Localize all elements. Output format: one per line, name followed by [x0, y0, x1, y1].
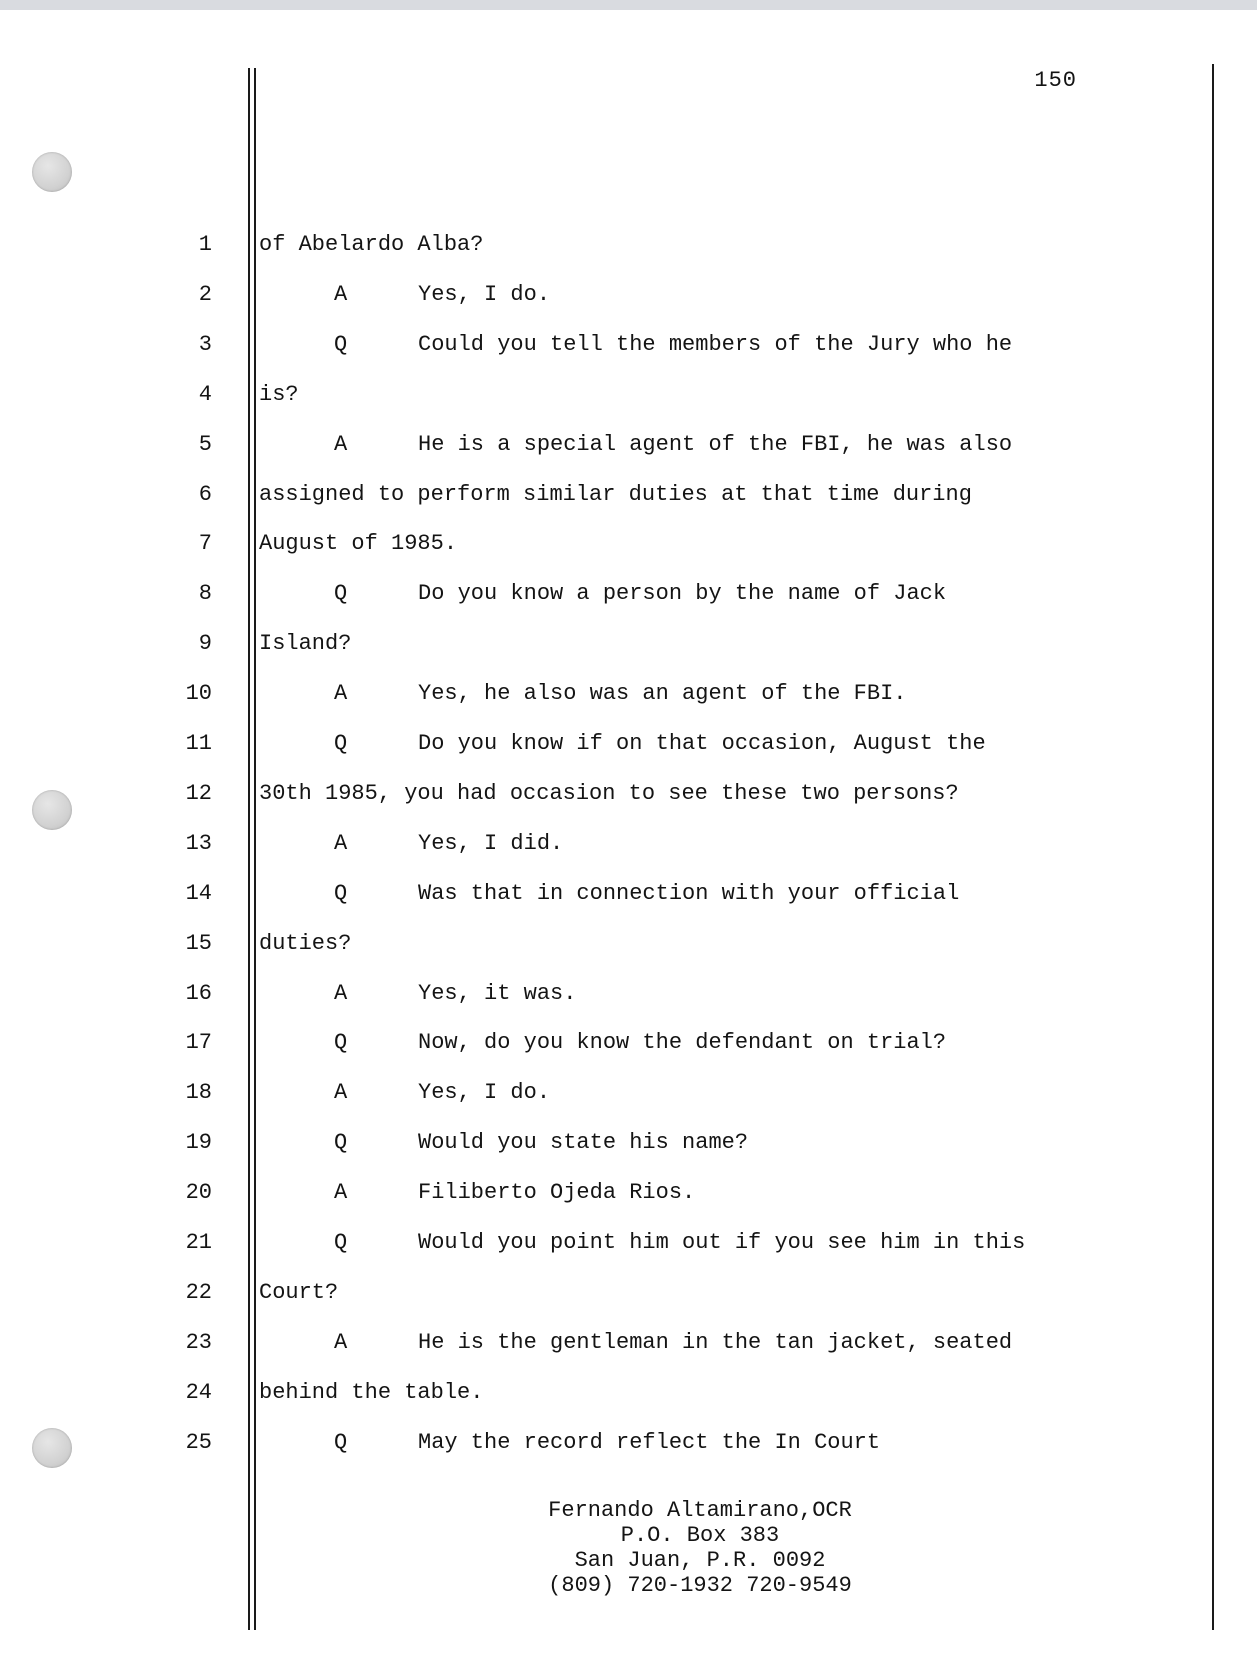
- reporter-footer: [0, 1498, 1257, 1598]
- line-number: 7: [198, 531, 212, 557]
- transcript-line: [0, 330, 1257, 360]
- line-number: 2: [198, 281, 212, 307]
- transcript-line: [0, 1328, 1257, 1358]
- transcript-line: [0, 1428, 1257, 1458]
- transcript-line: [0, 1228, 1257, 1258]
- line-content: Filiberto Ojeda Rios.: [418, 1180, 696, 1206]
- line-text: [334, 280, 550, 310]
- speaker-label: A: [334, 281, 348, 307]
- line-text: [334, 1328, 1012, 1358]
- transcript-line: [0, 979, 1257, 1009]
- line-content: Would you state his name?: [418, 1130, 749, 1156]
- speaker-label: A: [334, 830, 348, 856]
- line-text: [334, 1128, 748, 1158]
- line-text: [334, 729, 986, 759]
- line-content: Do you know a person by the name of Jack: [418, 581, 947, 607]
- transcript-line: [0, 280, 1257, 310]
- line-text: [334, 1228, 1025, 1258]
- line-number: 3: [198, 331, 212, 357]
- line-text: [259, 380, 299, 410]
- line-content: assigned to perform similar duties at that time during: [259, 481, 972, 507]
- line-content: August of 1985.: [259, 531, 458, 557]
- line-content: Would you point him out if you see him in this: [418, 1230, 1026, 1255]
- speaker-label: A: [334, 980, 348, 1006]
- line-number: 12: [185, 780, 212, 806]
- line-content: is?: [259, 381, 299, 407]
- line-text: [259, 929, 351, 959]
- line-text: [334, 1028, 946, 1058]
- transcript-line: [0, 779, 1257, 809]
- line-content: Now, do you know the defendant on trial?: [418, 1030, 947, 1056]
- line-content: Yes, it was.: [418, 980, 577, 1006]
- transcript-line: [0, 1178, 1257, 1208]
- line-content: Yes, I did.: [418, 830, 564, 856]
- transcript-line: [0, 1378, 1257, 1408]
- line-text: [334, 979, 576, 1009]
- line-number: 13: [185, 830, 212, 856]
- reporter-address-line2: San Juan, P.R. 0092: [574, 1548, 826, 1573]
- line-content: Do you know if on that occasion, August the: [418, 731, 986, 756]
- line-number: 14: [185, 880, 212, 906]
- line-text: [259, 1278, 338, 1308]
- speaker-label: Q: [334, 1030, 348, 1056]
- line-number: 18: [185, 1080, 212, 1106]
- line-text: [259, 779, 959, 809]
- line-content: He is a special agent of the FBI, he was also: [418, 431, 1013, 457]
- line-number: 21: [185, 1230, 212, 1255]
- line-text: [334, 579, 946, 609]
- reporter-name: Fernando Altamirano,OCR: [548, 1498, 852, 1523]
- speaker-label: Q: [334, 581, 348, 607]
- line-text: [334, 330, 1012, 360]
- transcript-line: [0, 879, 1257, 909]
- speaker-label: A: [334, 431, 348, 457]
- line-content: Was that in connection with your official: [418, 880, 960, 906]
- speaker-label: Q: [334, 880, 348, 906]
- transcript-line: [0, 829, 1257, 859]
- line-content: of Abelardo Alba?: [259, 232, 484, 257]
- line-text: [334, 1178, 695, 1208]
- transcript-line: [0, 529, 1257, 559]
- speaker-label: Q: [334, 1130, 348, 1156]
- line-number: 15: [185, 930, 212, 956]
- speaker-label: Q: [334, 731, 348, 756]
- line-number: 5: [198, 431, 212, 457]
- line-number: 24: [185, 1379, 212, 1405]
- line-content: Yes, I do.: [418, 1080, 551, 1106]
- line-text: [259, 480, 972, 510]
- transcript-line: [0, 929, 1257, 959]
- line-text: [334, 1078, 550, 1108]
- line-text: [259, 230, 483, 260]
- line-content: duties?: [259, 930, 352, 956]
- line-number: 17: [185, 1030, 212, 1056]
- line-text: [259, 529, 457, 559]
- line-content: Could you tell the members of the Jury who he: [418, 331, 1013, 357]
- reporter-address-line1: P.O. Box 383: [620, 1523, 780, 1548]
- line-content: May the record reflect the In Court: [418, 1429, 881, 1455]
- line-number: 9: [198, 631, 212, 657]
- transcript-line: [0, 1278, 1257, 1308]
- transcript-line: [0, 729, 1257, 759]
- line-number: 22: [185, 1279, 212, 1305]
- page-number: 150: [1034, 68, 1077, 93]
- line-text: [334, 829, 563, 859]
- line-number: 4: [198, 381, 212, 407]
- line-content: Yes, he also was an agent of the FBI.: [418, 681, 907, 707]
- line-text: [334, 679, 906, 709]
- transcript-line: [0, 430, 1257, 460]
- line-content: Yes, I do.: [418, 281, 551, 307]
- line-content: Court?: [259, 1279, 339, 1305]
- line-number: 23: [185, 1329, 212, 1355]
- transcript-line: [0, 230, 1257, 260]
- transcript-line: [0, 1078, 1257, 1108]
- line-text: [334, 879, 959, 909]
- transcript-line: [0, 579, 1257, 609]
- line-content: behind the table.: [259, 1379, 484, 1405]
- transcript-line: [0, 480, 1257, 510]
- speaker-label: Q: [334, 1429, 348, 1455]
- line-number: 16: [185, 980, 212, 1006]
- speaker-label: Q: [334, 331, 348, 357]
- line-number: 8: [198, 581, 212, 607]
- line-number: 19: [185, 1130, 212, 1156]
- line-number: 10: [185, 681, 212, 707]
- line-content: He is the gentleman in the tan jacket, seated: [418, 1329, 1013, 1355]
- speaker-label: A: [334, 681, 348, 707]
- speaker-label: A: [334, 1180, 348, 1206]
- speaker-label: A: [334, 1329, 348, 1355]
- transcript-line: [0, 1028, 1257, 1058]
- line-text: [334, 430, 1012, 460]
- speaker-label: A: [334, 1080, 348, 1106]
- transcript-line: [0, 380, 1257, 410]
- binder-hole-top: [32, 152, 72, 192]
- speaker-label: Q: [334, 1230, 348, 1255]
- line-text: [334, 1428, 880, 1458]
- line-number: 20: [185, 1180, 212, 1206]
- line-content: Island?: [259, 631, 352, 657]
- transcript-line: [0, 679, 1257, 709]
- line-number: 6: [198, 481, 212, 507]
- transcript-line: [0, 1128, 1257, 1158]
- reporter-phone: (809) 720-1932 720-9549: [548, 1573, 852, 1598]
- line-number: 1: [198, 232, 212, 257]
- transcript-line: [0, 629, 1257, 659]
- line-text: [259, 1378, 483, 1408]
- line-text: [259, 629, 351, 659]
- transcript-page: [0, 10, 1257, 1661]
- line-content: 30th 1985, you had occasion to see these two persons?: [259, 780, 959, 806]
- line-number: 11: [185, 731, 212, 756]
- line-number: 25: [185, 1429, 212, 1455]
